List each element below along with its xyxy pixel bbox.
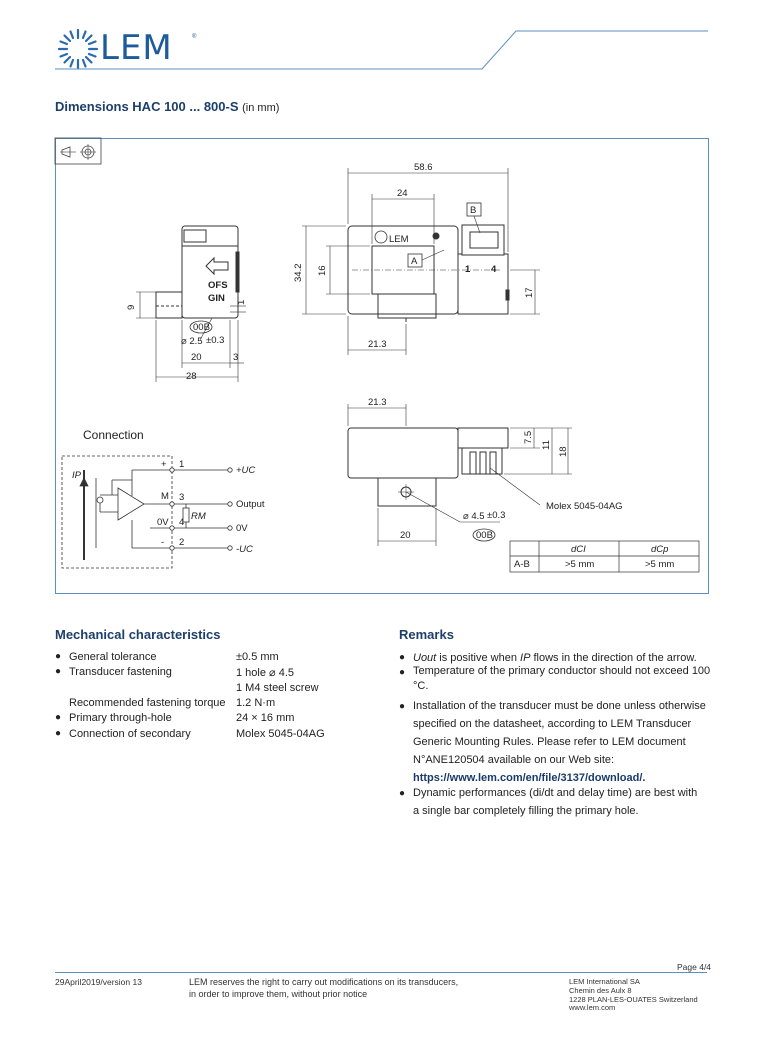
mechanical-title: Mechanical characteristics <box>55 627 221 642</box>
mech-value: Molex 5045-04AG <box>236 728 325 740</box>
bullet-icon: ● <box>399 788 406 799</box>
table-header-dcp: dCp <box>651 544 669 555</box>
mech-label: Recommended fastening torque <box>69 697 226 709</box>
footer-website[interactable]: www.lem.com <box>569 1003 616 1012</box>
dim-front-17: 17 <box>524 287 535 298</box>
ofs-label: OFS <box>208 280 228 291</box>
mech-label: General tolerance <box>69 651 157 663</box>
dim-bottom-hole: ⌀ 4.5 <box>463 511 485 522</box>
dim-side-28: 28 <box>186 371 197 382</box>
footer-notice-1: LEM reserves the right to carry out modifications on its transducers, <box>189 977 459 987</box>
mech-value: 24 × 16 mm <box>236 712 295 724</box>
pin-2: 2 <box>179 537 185 548</box>
footer-address-3: 1228 PLAN-LES-OUATES Switzerland <box>569 995 698 1004</box>
ref-b-marker: B <box>470 205 477 216</box>
bullet-icon: ● <box>399 667 406 678</box>
bullet-icon: ● <box>55 712 62 723</box>
dim-front-34-2: 34.2 <box>293 263 304 282</box>
terminal-0v: 0V <box>236 523 248 534</box>
dim-front-21-3: 21.3 <box>368 339 387 350</box>
dim-bottom-18: 18 <box>558 446 569 457</box>
minus-sign: - <box>161 537 165 548</box>
remark-1: Uout is positive when IP flows in the direction of the arrow. <box>413 652 697 664</box>
dim-bottom-20: 20 <box>400 530 411 541</box>
dim-bottom-7-5: 7.5 <box>523 430 534 444</box>
terminal-output: Output <box>236 499 265 510</box>
remark-4: Dynamic performances (di/dt and delay time) are best with a single bar completely filling the primary hole. <box>413 787 698 817</box>
ip-label: IP <box>72 470 81 481</box>
table-header-dci: dCI <box>571 544 586 555</box>
dim-side-1: 1 <box>236 299 247 305</box>
page-title: Dimensions HAC 100 ... 800-S (in mm) <box>55 99 280 114</box>
dim-bottom-hole-tol: ±0.3 <box>487 510 506 521</box>
dim-side-hole: ⌀ 2.5 <box>181 336 203 347</box>
pin-4: 4 <box>179 517 185 528</box>
dim-front-58-6: 58.6 <box>414 162 433 173</box>
mech-label: Connection of secondary <box>69 728 191 740</box>
bullet-icon: ● <box>55 728 62 739</box>
footer-date: 29April2019/version 13 <box>55 977 142 987</box>
connection-title: Connection <box>83 428 144 442</box>
dim-side-20: 20 <box>191 352 202 363</box>
dim-bottom-21-3: 21.3 <box>368 397 387 408</box>
bottom-view <box>348 428 508 506</box>
bullet-icon: ● <box>399 652 406 663</box>
molex-label: Molex 5045-04AG <box>546 501 623 512</box>
m-label: M <box>161 491 169 502</box>
pin-1: 1 <box>179 459 185 470</box>
bullet-icon: ● <box>399 701 406 712</box>
terminal-plus-uc: +UC <box>236 465 256 476</box>
dim-side-hole-tol: ±0.3 <box>206 335 225 346</box>
dim-front-16: 16 <box>317 265 328 276</box>
rm-label: RM <box>191 511 206 522</box>
footer-address-1: LEM International SA <box>569 977 640 986</box>
ref-a-marker: A <box>411 256 418 267</box>
mech-label: Transducer fastening <box>69 666 172 678</box>
mech-value: 1.2 N·m <box>236 697 276 709</box>
zero-v-left: 0V <box>157 517 169 528</box>
footer-address-2: Chemin des Aulx 8 <box>569 986 632 995</box>
pin-3: 3 <box>179 492 185 503</box>
bullet-icon: ● <box>55 651 62 662</box>
bullet-icon: ● <box>55 666 62 677</box>
bottom-tag-00b: 00B <box>476 530 493 541</box>
table-row-dci: >5 mm <box>565 559 595 570</box>
mech-value: 1 hole ⌀ 4.5 <box>236 667 294 679</box>
dim-bottom-11: 11 <box>541 440 552 450</box>
table-row-dcp: >5 mm <box>645 559 675 570</box>
dim-side-3: 3 <box>233 352 239 363</box>
side-tag-00b: 00B <box>193 322 210 333</box>
dim-side-9: 9 <box>126 304 137 310</box>
dim-front-24: 24 <box>397 188 408 199</box>
front-pin-4: 4 <box>491 264 497 275</box>
mech-value: ±0.5 mm <box>236 651 279 663</box>
footer-notice-2: in order to improve them, without prior notice <box>189 989 368 999</box>
brand-logo-text: LEM <box>100 28 173 68</box>
front-pin-1: 1 <box>465 264 471 275</box>
projection-symbol-icon <box>55 138 101 164</box>
gin-label: GIN <box>208 293 225 304</box>
front-logo-label: LEM <box>389 234 409 245</box>
remarks-title: Remarks <box>399 627 454 642</box>
page-number: Page 4/4 <box>677 962 712 972</box>
mech-label: Primary through-hole <box>69 712 172 724</box>
side-view <box>156 226 239 318</box>
download-link[interactable]: https://www.lem.com/en/file/3137/download/. <box>413 772 646 784</box>
remark-2: Temperature of the primary conductor should not exceed 100 °C. <box>413 665 711 692</box>
mech-value: 1 M4 steel screw <box>236 682 319 694</box>
table-row-label: A-B <box>514 559 530 570</box>
registered-mark: ® <box>192 34 197 40</box>
remark-3: Installation of the transducer must be done unless otherwise specified on the datasheet, according to LEM Transducer Generic Mounting Rules. Please refer to LEM document N°ANE120504 available on our Web site: https://www.lem.com/en/file/3137/download/. <box>413 700 706 784</box>
terminal-minus-uc: -UC <box>236 544 253 555</box>
plus-sign: + <box>161 459 167 470</box>
footer-rule <box>55 972 707 973</box>
